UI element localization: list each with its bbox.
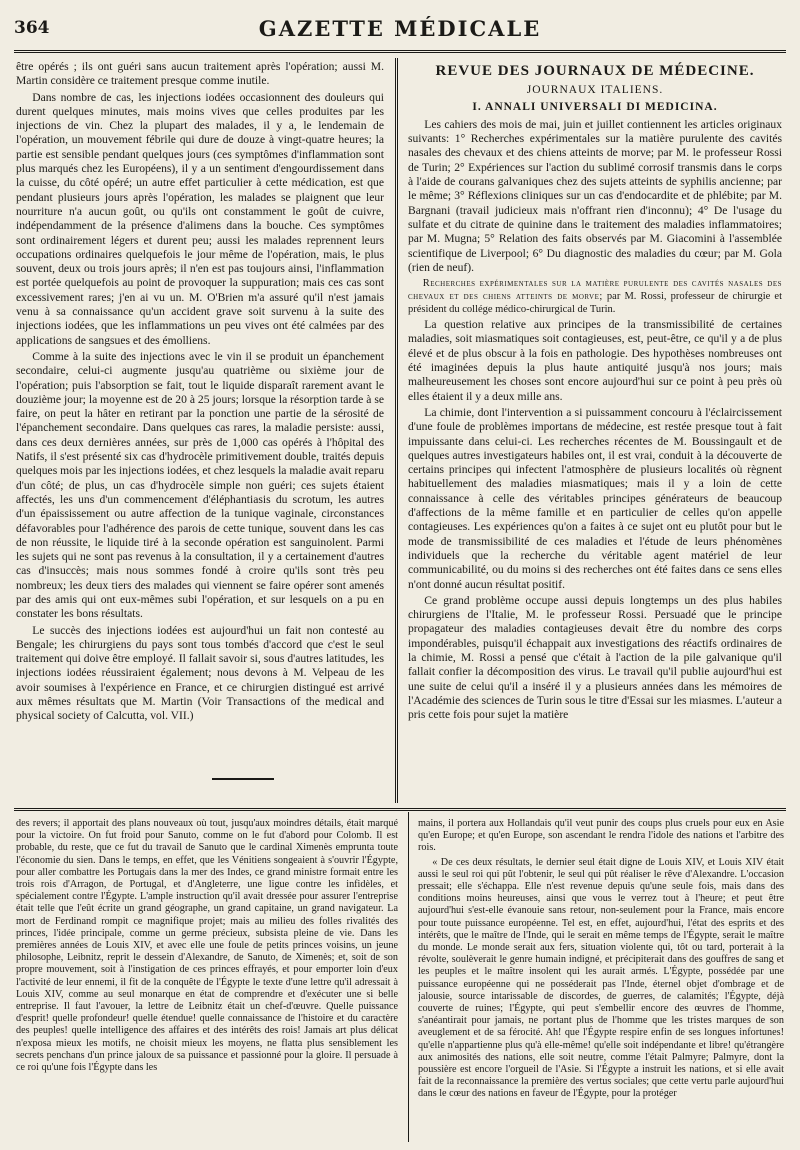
paragraph: des revers; il apportait des plans nouveaux où tout, jusqu'aux moindres détails, était marqué pour la victoire. On fut froid pour Sanuto, comme on le fut d'abord pour Colomb. Il est probable, du reste, que ce fut du travail de Sanuto que le cardinal Ximenès emprunta toute l'économie du sien. Dans le temps, en effet, que les Vénitiens songeaient à s'ouvrir l'Égypte, pour aller combattre les Portugais dans la mer des Indes, ce grand ministre formait entre les trois rois d'Arragon, de Portugal, et d'Angleterre, une ligue contre les infidèles, et spécialement contre l'Égypte. L'ample instruction qu'il avait dressée pour assurer l'entreprise était telle que l'eût écrite un grand géographe, un grand capitaine, un grand navigateur. La mort de Ferdinand rompit ce magnifique projet; mais au milieu des folles rivalités des princes, l'idée principale, comme un germe précieux, subsista pleine de vie. Dans les premières années de Louis XIV, et avec elle une foule de petits princes voisins, un jeune philosophe, Leibnitz, reprit le dessein d'Alexandre, de Sanuto, de Ximenès; et, soit de son propre mouvement, soit à l'instigation de ces princes effrayés, et pour emporter loin d'eux l'activité de leur ennemi, il fit de la conquête de l'Égypte le texte d'une lettre qu'il adressait à Louis XIV, comme au seul monarque en état de comprendre et d'exécuter une si belle entreprise. Il faut l'avouer, la lettre de Leibnitz était un chef-d'œuvre. Quelle puissance d'esprit! quelle profondeur! quelle étendue! quelle connaissance de l'histoire et du caractère des peuples! quelle intelligence des affaires et des intérêts des rois! Jamais art plus délicat n'exposa mieux les motifs, ne choisit mieux les moyens, ne flatta plus sensiblement les secrets penchans d'un prince jaloux de sa puissance et passionné pour la gloire. Il persuade à ce roi qu'une fois l'Égypte dans les — [16, 818, 398, 1074]
article-heading — [408, 277, 782, 316]
journal-title: I. ANNALI UNIVERSALI DI MEDICINA. — [472, 100, 718, 113]
right-column — [408, 60, 782, 795]
feuilleton-right-column — [418, 818, 784, 1144]
paragraph: « De ces deux résultats, le dernier seul était digne de Louis XIV, et Louis XIV était aussi le seul roi qui pût l'obtenir, le seul qui pût réaliser le rêve d'Alexandre. L'occasion pressait; elle s'échappa. Elle n'est revenue depuis qu'une seule fois, mais dans des conditions moins heureuses, ainsi que vous le verrez tout à l'heure; et peut être aujourd'hui s'est-elle évanouie sans retour, non-seulement pour la France, mais encore pour toute puissance européenne. Tel est, en effet, aujourd'hui, l'état des esprits et des intérêts, que le maître de l'Inde, qui le serait en même temps de l'Égypte, serait le maître du monde. Le monde serait aux fers, situation violente qui, tôt ou tard, porterait à la révolte, soulèverait le genre humain indigné, et précipiterait dans des gouffres de sang et les peuples et le maître insolent qui les aurait armés. L'Égypte, possédée par une puissance européenne qui ne posséderait pas l'Inde, éternel objet d'ombrage et de jalousie, source intarissable de discordes, de guerres, de calamités; l'Égypte, déjà couverte de ruines; l'Égypte, qui peut s'embellir encore des œuvres de l'homme, s'anéantirait pour jamais, ne portant plus de l'homme que les tristes marques de son aveuglement et de sa férocité. Ah! que l'Égypte respire enfin de ses longues infortunes! qu'elle n'appartienne plus qu'à elle-même! qu'elle soit indépendante et libre! qu'étrangère aux animosités des nations, elle soit neutre, comme l'était Palmyre; Palmyre, dont la poussière est encore l'orgueil de l'Asie. Si l'Égypte a instruit les nations, et si elle avait fait de la reconnaissance la première des vertus sociales; que cette vertu parle aujourd'hui dans le cœur des nations en faveur de l'Égypte, pour la protéger — [418, 856, 784, 1100]
paragraph: La chimie, dont l'intervention a si puissamment concouru à l'éclaircissement d'une foule de problèmes importans de médecine, est restée presque tout à fait impuissante dans celui-ci. Les recherches récentes de M. Boussingault et de quelques autres investigateurs habiles ont, il est vrai, conduit à la découverte de certains principes qui infectent l'atmosphère de plusieurs localités où règnent habituellement des maladies miasmatiques; mais il y a loin de cette connaissance à celle des véritables principes générateurs de beaucoup d'affections de la même famille et en particulier de celles qu'on appelle contagieuses. Les expériences qu'on a faites à ce sujet ont eu plutôt pour but le mode de transmissibilité de ces maladies et l'étude de leurs phénomènes individuels que la recherche du véritable agent matériel de leur communicabilité, ou du moins si des recherches ont été faites dans ce sens elles n'ont donné aucun résultat positif. — [408, 405, 782, 591]
page-number: 364 — [14, 18, 50, 38]
feuilleton-column-divider — [408, 812, 409, 1142]
paragraph: Comme à la suite des injections avec le vin il se produit un épanchement secondaire, celui-ci augmente jusqu'au quatrième ou sixième jour de l'opération; puis l'absorption se fait, tout le liquide disparaît rarement avant le douzième jour; la moyenne est de 20 à 25 jours; lorsque la résorption tarde à se faire, on peut la hâter en retirant par la ponction une partie de la sérosité de l'épanchement secondaire. Dans quelques cas rares, la maladie persiste: aussi, dans ces deux dernières années, sur près de 1,000 cas opérés à l'hôpital des Natifs, il s'est présenté six cas d'hydrocèle primitivement double, traités depuis quelques mois par les injections iodées, et chez lesquels la maladie avait reparu d'un côté; de plus, un cas d'hydrocèle simple non guéri; ces sujets étaient affectés, les uns d'un commencement d'éléphantiasis du scrotum, les autres d'un épaississement ou autre affection de la tunique vaginale, circonstances défavorables pour l'adhérence des parois de cette tunique, souvent dans les cas de non réussite, le liquide tiré à la seconde opération est sanguinolent. Parmi les sujets qui ne sont pas revenus à la consultation, il y a certainement d'autres cas d'insuccès; mais nous sommes fondé à croire qu'ils sont très peu nombreux; les deux tiers des malades qui viennent se faire opérer sont amenés par des amis qui ont eux-mêmes subi l'opération, et sur lesquels on a pu en constater les bons résultats. — [16, 349, 384, 621]
paragraph: Ce grand problème occupe aussi depuis longtemps un des plus habiles chirurgiens de l'Italie, M. le professeur Rossi. Persuadé que le principe propagateur des maladies contagieuses devait être du nombre des corps impondérables, puisqu'il échappait aux investigations des réactifs ordinaires de la chimie, M. Rossi a pensé que c'était à l'action de la pile galvanique qu'il fallait confier la décomposition des virus. Le travail qu'il publie aujourd'hui est une suite de celui qu'il a inséré il y a plusieurs années dans les mémoires de l'Académie des sciences de Turin sous le titre d'Essai sur les miasmes. L'auteur a pris cette fois pour sujet la matière — [408, 593, 782, 722]
paragraph: être opérés ; ils ont guéri sans aucun traitement après l'opération; aussi M. Martin considère ce traitement presque comme inutile. — [16, 60, 384, 88]
subsection-title: JOURNAUX ITALIENS. — [526, 84, 664, 97]
article-heading-author: par M. Rossi, professeur de chirurgie et président du collége médico-chirurgical de Turin. — [408, 291, 782, 316]
running-title: GAZETTE MÉDICALE — [258, 16, 542, 41]
column-divider — [395, 58, 398, 803]
feuilleton-divider — [14, 808, 786, 811]
page-header — [14, 12, 786, 53]
paragraph: Dans nombre de cas, les injections iodées occasionnent des douleurs qui durent quelques minutes, mais moins vives que celles produites par les injections de vin. Chez la plupart des malades, il y a, le lendemain de l'opération, un mouvement fébrile qui dure de douze à vingt-quatre heures; la partie est sensible pendant quelques jours (ces symptômes d'inflammation sont plus marqués chez les Européens), il y a un sentiment d'engourdissement dans la cuisse, du côté opéré; un autre effet particulier à cette médication, est que pendant plusieurs jours après l'opération, les malades se plaignent que leur nourriture n'a aucun goût, ou qu'ils ont constamment le goût de cuivre, indépendamment de la présence d'alimens dans la bouche. Ces symptômes sont ordinairement légers et durent peu; aussi les malades reprennent leurs occupations ordinaires quelquefois le jour même de l'opération, mais, le plus souvent, deux ou trois jours après; il n'en est pas toujours ainsi, l'inflammation est portée quelquefois au point de provoquer la suppuration; mais ces cas sont excessivement rares; j'en ai vu un. M. O'Brien m'a assuré qu'il n'est jamais venu à sa connaissance qu'un accident grave soit survenu à la suite des injections iodées, que les inflammations un peu vives ont été calmées par des applications de sangsues et des émolliens. — [16, 90, 384, 347]
section-end-rule — [212, 778, 274, 780]
paragraph: La question relative aux principes de la transmissibilité de certaines maladies, soit miasmatiques soit contagieuses, est, peut-être, ce qu'il y a de plus élevé et de plus obscur à la fois en pathologie. Des hypothèses nombreuses ont été imaginées depuis la plus haute antiquité jusqu'à nos jours; mais malheureusement les choses sont encore aujourd'hui sur ce point à peu près où elles étaient il y a deux mille ans. — [408, 318, 782, 403]
feuilleton-left-column — [16, 818, 398, 1144]
article-heading-title: Recherches expérimentales sur la matière purulente des cavités nasales des chevaux et des chiens atteints de morve; — [408, 278, 782, 303]
paragraph: mains, il portera aux Hollandais qu'il veut punir des coups plus cruels pour eux en Asie qu'en Europe; et qu'en Europe, son ascendant le rendra l'idole des nations et l'arbitre des rois. — [418, 818, 784, 854]
paragraph: Les cahiers des mois de mai, juin et juillet contiennent les articles originaux suivants: 1° Recherches expérimentales sur la matière purulente des cavités nasales des chevaux et des chiens atteints de morve; par M. le professeur Rossi de Turin; 2° Expériences sur l'action du sublimé corrosif transmis dans le corps à l'aide de courans galvaniques chez des sujets atteints de syphilis ancienne; par le même; 3° Réflexions cliniques sur un cas d'endocardite et de phlébite; par M. Bargnani (travail judicieux mais n'offrant rien d'inconnu); 4° De l'usage du sulfate et du citrate de quinine dans le traitement des maladies inflammatoires; par M. Mugna; 5° Relation des faits observés par M. Giacomini à l'assemblée scientifique de Liverpool; 6° Du diagnostic des maladies du cœur; par M. Gola (rien de neuf). — [408, 117, 782, 274]
left-column — [16, 60, 384, 795]
section-title: REVUE DES JOURNAUX DE MÉDECINE. — [435, 63, 755, 79]
paragraph: Le succès des injections iodées est aujourd'hui un fait non contesté au Bengale; les chirurgiens du pays sont tous tombés d'accord que c'est le seul traitement qui doive être employé. Il fallait savoir si, sous d'autres latitudes, les injections iodées réussiraient également; nous devons à M. Velpeau de les avoir soumises à l'expérience en France, et ce chirurgien distingué est arrivé aux mêmes résultats que M. Martin (Voir Transactions of the medical and physical society of Calcutta, vol. VII.) — [16, 623, 384, 723]
